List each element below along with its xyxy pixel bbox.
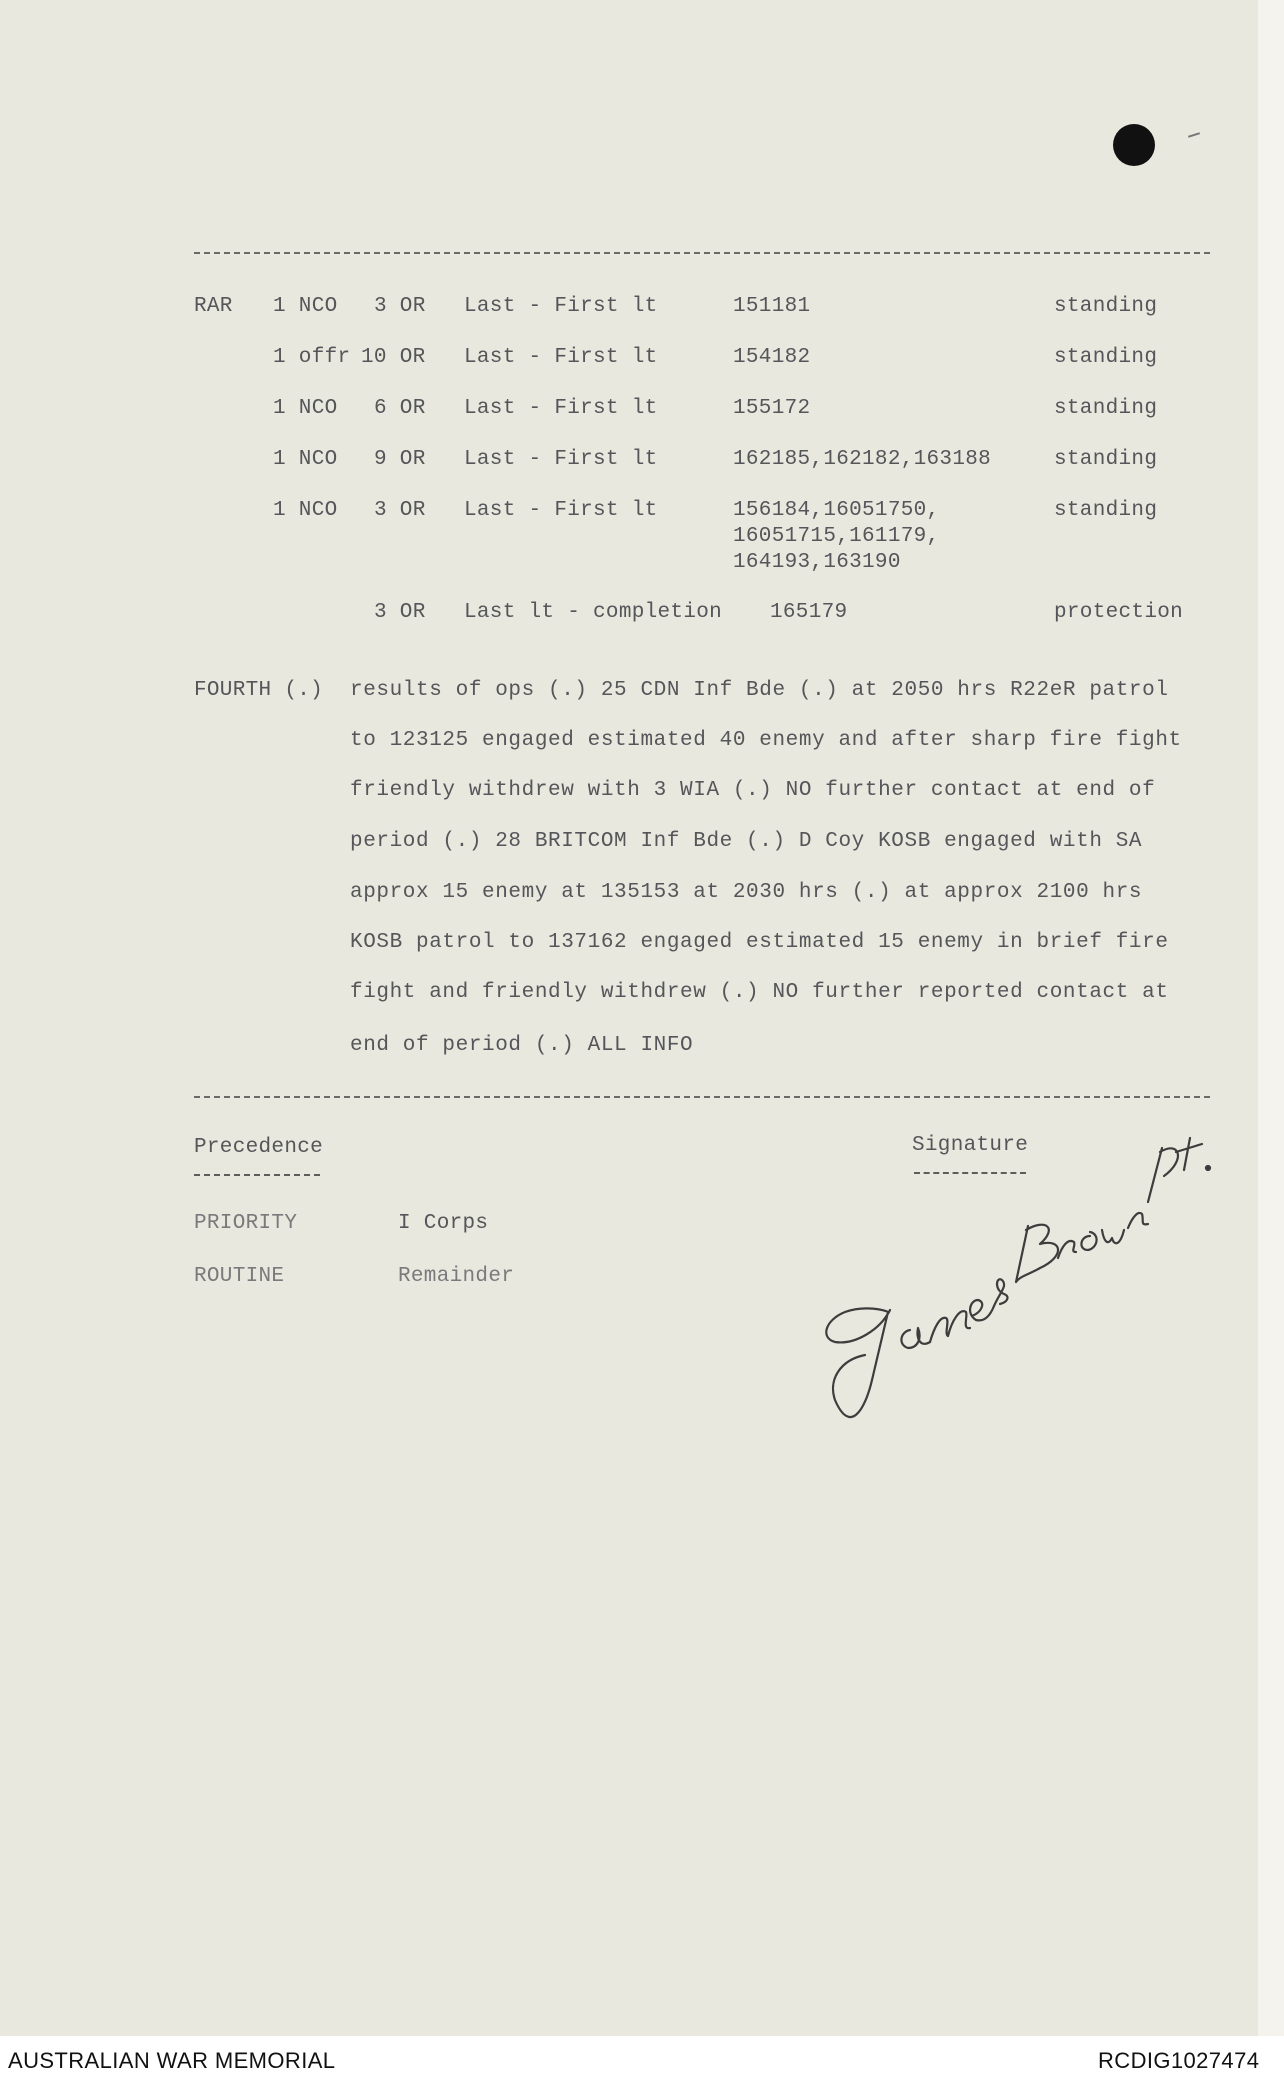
row-grid: 154182 — [733, 346, 811, 369]
page-edge — [1258, 0, 1284, 2036]
precedence-level: PRIORITY — [194, 1212, 298, 1235]
paragraph-line: KOSB patrol to 137162 engaged estimated 15 enemy in brief fire — [350, 931, 1169, 954]
paragraph-line: to 123125 engaged estimated 40 enemy and after sharp fire fight — [350, 729, 1182, 752]
row-grid-continued: 16051715,161179, — [733, 525, 940, 548]
paragraph-line: end of period (.) ALL INFO — [350, 1034, 694, 1057]
handwritten-signature — [740, 1080, 1220, 1440]
row-timing: Last - First lt — [464, 295, 658, 318]
signature-heading: Signature — [912, 1134, 1029, 1157]
precedence-underline — [194, 1174, 320, 1176]
row-task: standing — [1054, 295, 1158, 318]
row-timing: Last - First lt — [464, 499, 658, 522]
precedence-level: ROUTINE — [194, 1265, 285, 1288]
row-task: standing — [1054, 448, 1158, 471]
row-grid: 162185,162182,163188 — [733, 448, 992, 471]
paragraph-label: FOURTH (.) — [194, 679, 324, 702]
paragraph-line: friendly withdrew with 3 WIA (.) NO further contact at end of — [350, 779, 1156, 802]
row-leader: 1 NCO — [273, 448, 338, 471]
row-task: standing — [1054, 499, 1158, 522]
row-task: standing — [1054, 397, 1158, 420]
punch-hole — [1113, 124, 1155, 166]
row-men: 6 OR — [374, 397, 426, 420]
row-leader: 1 NCO — [273, 499, 338, 522]
row-men: 3 OR — [374, 295, 426, 318]
row-task: standing — [1054, 346, 1158, 369]
row-grid: 155172 — [733, 397, 811, 420]
row-men: 10 OR — [361, 346, 426, 369]
row-grid: 156184,16051750, — [733, 499, 940, 522]
top-divider — [194, 252, 1210, 254]
row-leader: 1 NCO — [273, 397, 338, 420]
row-men: 9 OR — [374, 448, 426, 471]
row-timing: Last - First lt — [464, 397, 658, 420]
paragraph-line: fight and friendly withdrew (.) NO further reported contact at — [350, 981, 1169, 1004]
row-men: 3 OR — [374, 499, 426, 522]
paragraph-line: results of ops (.) 25 CDN Inf Bde (.) at 2050 hrs R22eR patrol — [350, 679, 1169, 702]
row-grid: 165179 — [770, 601, 848, 624]
row-leader: 1 NCO — [273, 295, 338, 318]
row-timing: Last lt - completion — [464, 601, 723, 624]
row-leader: 1 offr — [273, 346, 351, 369]
archive-name: AUSTRALIAN WAR MEMORIAL — [8, 2048, 336, 2073]
paragraph-line: period (.) 28 BRITCOM Inf Bde (.) D Coy KOSB engaged with SA — [350, 830, 1143, 853]
precedence-recipient: Remainder — [398, 1265, 515, 1288]
row-task: protection — [1054, 601, 1184, 624]
archive-reference: RCDIG1027474 — [1098, 2048, 1260, 2073]
row-timing: Last - First lt — [464, 448, 658, 471]
row-grid: 151181 — [733, 295, 811, 318]
row-grid-continued: 164193,163190 — [733, 551, 901, 574]
row-timing: Last - First lt — [464, 346, 658, 369]
row-men: 3 OR — [374, 601, 426, 624]
paragraph-line: approx 15 enemy at 135153 at 2030 hrs (.) at approx 2100 hrs — [350, 881, 1143, 904]
precedence-recipient: I Corps — [398, 1212, 489, 1235]
precedence-heading: Precedence — [194, 1136, 324, 1159]
row-unit: RAR — [194, 295, 233, 318]
